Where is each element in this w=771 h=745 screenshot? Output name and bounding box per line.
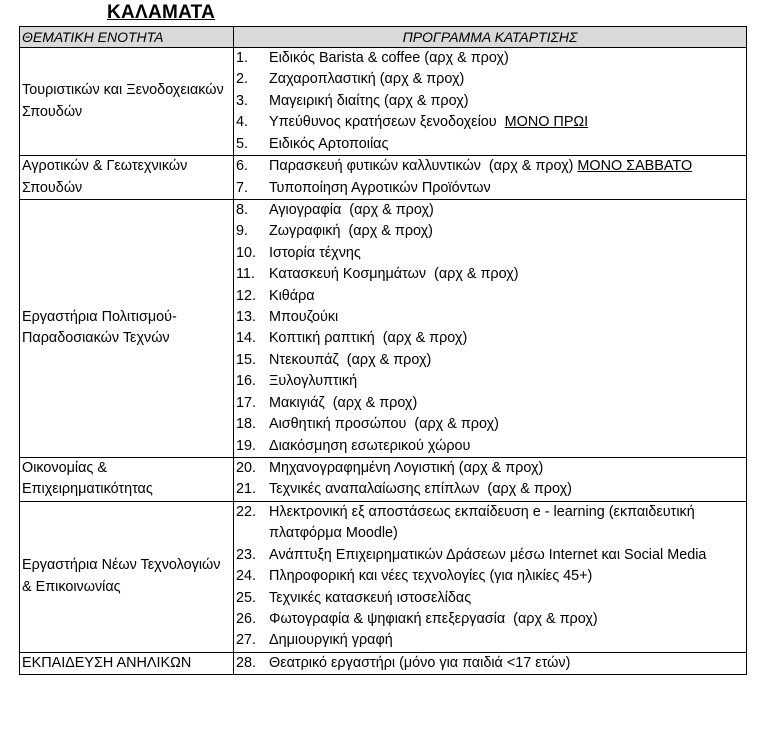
program-title: Τεχνικές αναπαλαίωσης επίπλων (αρχ & προχ) [269, 481, 572, 498]
program-name [269, 588, 746, 609]
program-name [269, 243, 746, 264]
program-title: Τυποποίηση Αγροτικών Προϊόντων [269, 179, 491, 196]
category-cell: Αγροτικών & Γεωτεχνικών Σπουδών [20, 156, 234, 200]
program-number: 26. [236, 610, 257, 627]
program-name [269, 545, 746, 566]
program-number: 4. [236, 114, 249, 131]
program-name [269, 566, 746, 587]
program-title: Κιθάρα [269, 287, 315, 304]
program-number: 18. [236, 416, 257, 433]
program-name [269, 48, 746, 69]
program-number: 28. [236, 654, 257, 671]
program-number: 12. [236, 287, 257, 304]
program-number: 24. [236, 568, 257, 585]
program-name [269, 286, 746, 307]
program-name [269, 371, 746, 392]
table-row [20, 457, 747, 501]
program-item [234, 414, 746, 435]
programs-cell [234, 652, 747, 675]
program-number: 17. [236, 394, 257, 411]
program-title: Πληροφορική και νέες τεχνολογίες (για ηλικίες 45+) [269, 568, 593, 585]
program-number: 10. [236, 244, 257, 261]
program-name [269, 630, 746, 651]
program-list [234, 458, 746, 501]
programs-cell [234, 200, 747, 458]
program-number: 16. [236, 373, 257, 390]
program-item [234, 436, 746, 457]
table-row [20, 48, 747, 156]
program-number: 2. [236, 71, 249, 88]
program-name [269, 502, 746, 545]
program-title: Διακόσμηση εσωτερικού χώρου [269, 437, 471, 454]
program-name [269, 414, 746, 435]
program-item [234, 286, 746, 307]
program-title: Ζαχαροπλαστική (αρχ & προχ) [269, 71, 465, 88]
program-name [269, 307, 746, 328]
header-category: ΘΕΜΑΤΙΚΗ ΕΝΟΤΗΤΑ [20, 27, 234, 48]
program-title: Υπεύθυνος κρατήσεων ξενοδοχείου [269, 114, 505, 131]
program-list [234, 156, 746, 199]
program-name [269, 264, 746, 285]
program-title: Ειδικός Αρτοποιίας [269, 135, 389, 152]
program-title: Κατασκευή Κοσμημάτων (αρχ & προχ) [269, 266, 519, 283]
category-cell: Τουριστικών και Ξενοδοχειακών Σπουδών [20, 48, 234, 156]
program-list [234, 653, 746, 674]
program-number: 13. [236, 309, 257, 326]
category-cell: Οικονομίας & Επιχειρηματικότητας [20, 457, 234, 501]
programs-cell [234, 501, 747, 652]
program-item [234, 178, 746, 199]
programs-cell [234, 48, 747, 156]
programs-cell [234, 457, 747, 501]
program-title: Ειδικός Barista & coffee (αρχ & προχ) [269, 50, 509, 66]
program-title: Ανάπτυξη Επιχειρηματικών Δράσεων μέσω Internet και Social Media [269, 546, 707, 563]
program-name [269, 350, 746, 371]
program-list [234, 502, 746, 652]
table-body [20, 48, 747, 675]
program-title: Δημιουργική γραφή [269, 632, 393, 649]
program-title: Κοπτική ραπτική (αρχ & προχ) [269, 330, 468, 347]
program-number: 9. [236, 223, 249, 240]
program-list [234, 48, 746, 155]
category-cell: Εργαστήρια Νέων Τεχνολογιών & Επικοινωνίας [20, 501, 234, 652]
program-name [269, 221, 746, 242]
schedule-note: ΜΟΝΟ ΣΑΒΒΑΤΟ [577, 158, 693, 175]
program-item [234, 393, 746, 414]
program-number: 8. [236, 202, 249, 219]
program-number: 27. [236, 632, 257, 649]
program-list [234, 200, 746, 457]
program-name [269, 69, 746, 90]
program-name [269, 393, 746, 414]
program-item [234, 588, 746, 609]
program-title: Ξυλογλυπτική [269, 373, 358, 390]
program-title: Φωτογραφία & ψηφιακή επεξεργασία (αρχ & προχ) [269, 610, 598, 627]
table-row [20, 200, 747, 458]
program-number: 11. [236, 266, 255, 283]
program-name [269, 91, 746, 112]
program-name [269, 458, 746, 479]
table-row [20, 501, 747, 652]
program-number: 14. [236, 330, 257, 347]
program-item [234, 350, 746, 371]
program-name [269, 479, 746, 500]
program-title: Μηχανογραφημένη Λογιστική (αρχ & προχ) [269, 460, 544, 476]
program-title: Ντεκουπάζ (αρχ & προχ) [269, 351, 432, 368]
program-item [234, 328, 746, 349]
program-name [269, 328, 746, 349]
program-name [269, 653, 746, 674]
program-item [234, 91, 746, 112]
document-title: ΚΑΛΑΜΑΤΑ [107, 2, 216, 23]
program-number: 19. [236, 437, 257, 454]
category-cell: ΕΚΠΑΙΔΕΥΣΗ ΑΝΗΛΙΚΩΝ [20, 652, 234, 675]
program-item [234, 243, 746, 264]
table-header-row [20, 27, 747, 48]
program-name [269, 609, 746, 630]
program-item [234, 479, 746, 500]
program-name [269, 156, 746, 177]
program-title: Θεατρικό εργαστήρι (μόνο για παιδιά <17 ετών) [269, 654, 571, 671]
program-title: Μαγειρική διαίτης (αρχ & προχ) [269, 92, 469, 109]
program-name [269, 436, 746, 457]
program-number: 7. [236, 179, 249, 196]
program-item [234, 545, 746, 566]
program-name [269, 178, 746, 199]
program-item [234, 221, 746, 242]
program-item [234, 134, 746, 155]
program-name [269, 134, 746, 155]
program-title: Μακιγιάζ (αρχ & προχ) [269, 394, 418, 411]
program-item [234, 609, 746, 630]
program-item [234, 48, 746, 69]
program-item [234, 630, 746, 651]
programs-cell [234, 156, 747, 200]
table-row [20, 156, 747, 200]
program-item [234, 653, 746, 674]
program-title: Ζωγραφική (αρχ & προχ) [269, 223, 433, 240]
program-title: Παρασκευή φυτικών καλλυντικών (αρχ & προχ) [269, 158, 578, 175]
program-number: 1. [236, 50, 249, 66]
program-title: Αισθητική προσώπου (αρχ & προχ) [269, 416, 499, 433]
program-title: Ιστορία τέχνης [269, 244, 361, 261]
program-item [234, 69, 746, 90]
header-program: ΠΡΟΓΡΑΜΜΑ ΚΑΤΑΡΤΙΣΗΣ [234, 27, 747, 48]
program-item [234, 200, 746, 221]
program-name [269, 112, 746, 133]
program-number: 22. [236, 503, 257, 520]
program-title: Μπουζούκι [269, 309, 339, 326]
program-number: 6. [236, 158, 249, 175]
schedule-note: ΜΟΝΟ ΠΡΩΙ [504, 114, 589, 131]
program-item [234, 458, 746, 479]
program-title: Αγιογραφία (αρχ & προχ) [269, 202, 434, 219]
program-title: Ηλεκτρονική εξ αποστάσεως εκπαίδευση e - learning (εκπαιδευτική πλατφόρμα Moodle) [269, 503, 699, 542]
table-row [20, 652, 747, 675]
program-item [234, 502, 746, 545]
program-number: 5. [236, 135, 249, 152]
program-number: 15. [236, 351, 257, 368]
training-programs-table [19, 26, 747, 675]
program-item [234, 112, 746, 133]
program-item [234, 371, 746, 392]
program-number: 23. [236, 546, 257, 563]
program-number: 21. [236, 481, 257, 498]
program-title: Τεχνικές κατασκευή ιστοσελίδας [269, 589, 472, 606]
program-number: 25. [236, 589, 257, 606]
program-name [269, 200, 746, 221]
program-number: 3. [236, 92, 249, 109]
program-number: 20. [236, 460, 257, 476]
program-item [234, 307, 746, 328]
category-cell: Εργαστήρια Πολιτισμού-Παραδοσιακών Τεχνών [20, 200, 234, 458]
program-item [234, 566, 746, 587]
program-item [234, 264, 746, 285]
program-item [234, 156, 746, 177]
